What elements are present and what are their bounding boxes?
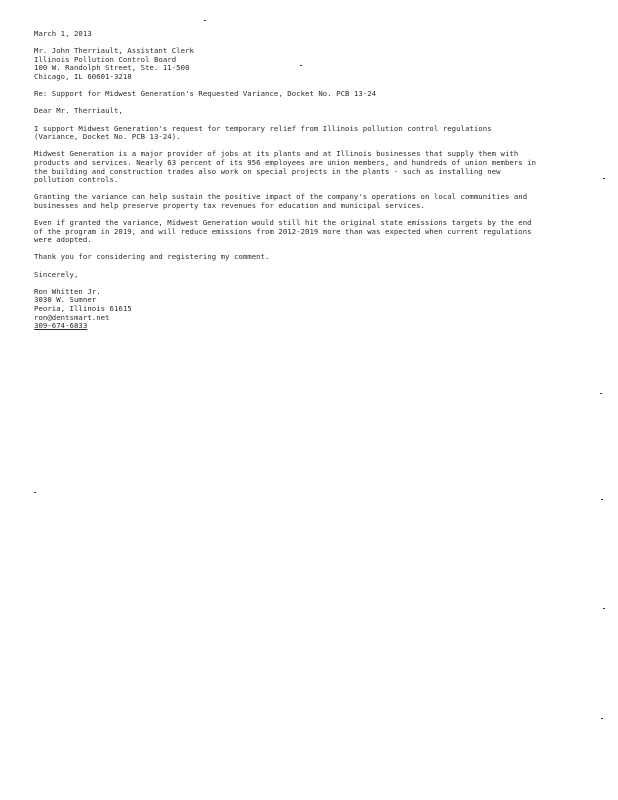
paragraph-3-line-2: businesses and help preserve property tax revenues for education and municipal services. <box>34 200 425 210</box>
scan-speck <box>601 499 603 500</box>
signature-street: 3030 W. Sumner <box>34 295 97 305</box>
scan-speck <box>603 608 605 609</box>
scan-speck <box>601 718 603 719</box>
recipient-city: Chicago, IL 60601-3218 <box>34 71 132 81</box>
paragraph-4-line-3: were adopted. <box>34 235 92 245</box>
closing: Sincerely, <box>34 269 79 279</box>
paragraph-3-line-1: Granting the variance can help sustain the positive impact of the company's operations on local communities and <box>34 192 528 202</box>
signature-city: Peoria, Illinois 61615 <box>34 304 132 313</box>
paragraph-2-line-1: Midwest Generation is a major provider of jobs at its plants and at Illinois businesses that supply them with <box>34 149 519 159</box>
scan-speck <box>600 393 602 394</box>
scan-speck <box>300 65 302 66</box>
paragraph-1-line-1: I support Midwest Generation's request for temporary relief from Illinois pollution control regulations <box>34 123 492 133</box>
paragraph-1-line-2: (Variance, Docket No. PCB 13-24). <box>34 132 181 142</box>
paragraph-2-line-4: pollution controls. <box>34 175 119 185</box>
paragraph-2-line-2: products and services. Nearly 63 percent of its 956 employees are union members, and hundreds of union members in <box>34 157 537 167</box>
scan-speck <box>204 20 206 21</box>
subject-line: Re: Support for Midwest Generation's Requested Variance, Docket No. PCB 13-24 <box>34 89 377 99</box>
paragraph-4-line-2: of the program in 2019, and will reduce emissions from 2012-2019 more than was expected when current regulations <box>34 226 532 236</box>
signature-email: ron@dentsmart.net <box>34 312 110 322</box>
scan-speck <box>34 492 36 493</box>
paragraph-5-line-1: Thank you for considering and registering my comment. <box>34 252 270 262</box>
signature-name: Ron Whitten Jr. <box>34 286 101 296</box>
letter-date: March 1, 2013 <box>34 29 92 38</box>
recipient-name: Mr. John Therriault, Assistant Clerk <box>34 46 194 56</box>
salutation: Dear Mr. Therriault, <box>34 106 123 116</box>
recipient-organization: Illinois Pollution Control Board <box>34 54 177 64</box>
letter-body <box>34 30 606 331</box>
signature-phone: 309-674-6833 <box>34 321 88 331</box>
scan-speck <box>603 178 605 179</box>
recipient-street: 100 W. Randolph Street, Ste. 11-500 <box>34 63 190 73</box>
paragraph-4-line-1: Even if granted the variance, Midwest Generation would still hit the original state emissions targets by the end <box>34 218 532 228</box>
paragraph-2-line-3: the building and construction trades also work on special projects in the plants - such as installing new <box>34 166 501 176</box>
